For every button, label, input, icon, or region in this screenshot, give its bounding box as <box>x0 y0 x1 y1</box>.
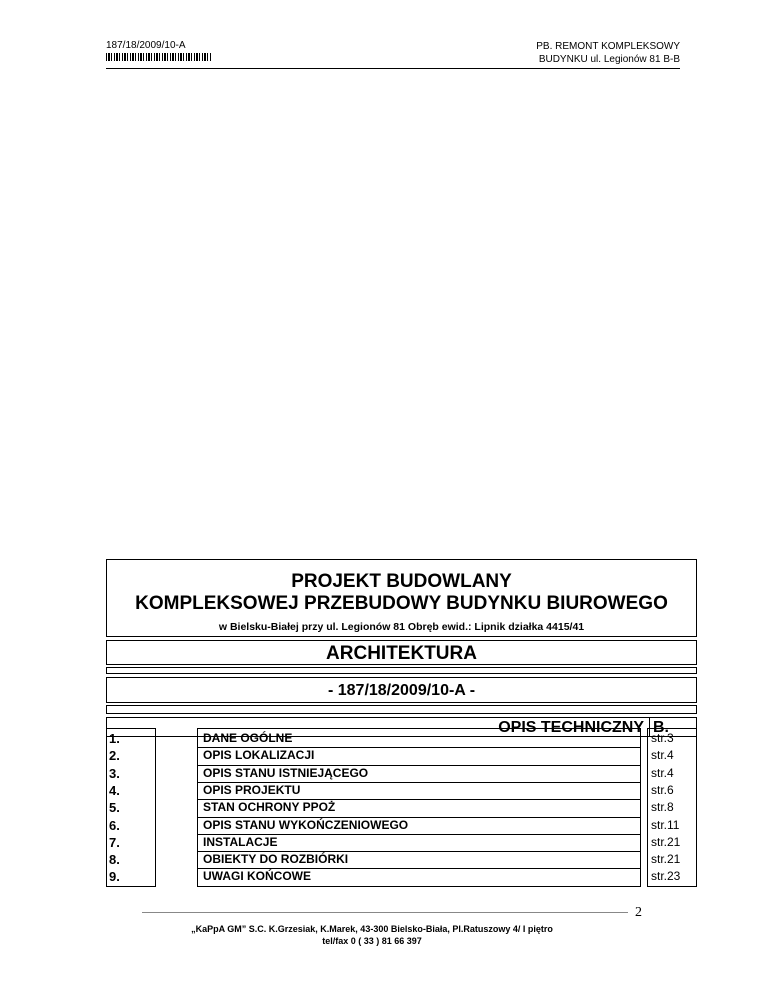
project-header-line1: PB. REMONT KOMPLEKSOWY <box>536 41 680 52</box>
toc-number: 3. <box>109 765 120 781</box>
toc-page: str.6 <box>651 782 674 797</box>
table-row <box>106 817 697 834</box>
toc-number: 8. <box>109 852 120 868</box>
toc-page: str.11 <box>651 817 680 832</box>
table-row <box>106 834 697 851</box>
toc-number: 5. <box>109 800 120 816</box>
toc-page: str.3 <box>651 731 674 745</box>
toc-number: 4. <box>109 782 120 798</box>
project-header-line2: BUDYNKU ul. Legionów 81 B-B <box>538 54 680 65</box>
title-box <box>106 559 697 637</box>
row-divider <box>197 868 641 869</box>
toc-page: str.4 <box>651 765 674 780</box>
title-line2: KOMPLEKSOWEJ PRZEBUDOWY BUDYNKU BIUROWEGO <box>135 593 668 614</box>
row-divider <box>197 782 641 783</box>
table-row <box>106 868 697 885</box>
table-row <box>106 730 697 747</box>
title-location: w Bielsku-Białej przy ul. Legionów 81 Obręb ewid.: Lipnik działka 4415/41 <box>218 621 585 633</box>
toc-number: 9. <box>109 869 120 885</box>
table-row <box>106 747 697 764</box>
section-title: ARCHITEKTURA <box>106 640 697 665</box>
toc-number: 7. <box>109 834 120 850</box>
toc-page: str.23 <box>651 869 681 884</box>
spacer-row <box>106 667 697 674</box>
toc-page: str.21 <box>651 834 681 849</box>
toc-title: OPIS LOKALIZACJI <box>203 748 315 763</box>
toc-title: OBIEKTY DO ROZBIÓRKI <box>203 852 349 867</box>
toc-title: INSTALACJE <box>203 834 278 849</box>
toc-number: 2. <box>109 748 120 764</box>
barcode-image <box>106 53 212 61</box>
header-divider <box>106 68 680 69</box>
description-letter: B. <box>649 718 696 736</box>
footer-phone: tel/fax 0 ( 33 ) 81 66 397 <box>322 936 422 946</box>
row-divider <box>197 834 641 835</box>
toc-page: str.8 <box>651 800 674 815</box>
row-divider <box>197 765 641 766</box>
toc-title: OPIS STANU ISTNIEJĄCEGO <box>203 765 369 780</box>
row-divider <box>197 817 641 818</box>
toc-page: str.4 <box>651 748 674 763</box>
toc-number: 1. <box>109 731 120 746</box>
toc-number: 6. <box>109 817 120 833</box>
footer-company: „KaPpA GM” S.C. K.Grzesiak, K.Marek, 43-300 Bielsko-Biała, Pl.Ratuszowy 4/ I piętro <box>191 924 553 934</box>
table-of-contents <box>106 728 697 887</box>
toc-title: OPIS STANU WYKOŃCZENIOWEGO <box>203 817 409 832</box>
table-row <box>106 765 697 782</box>
table-row <box>106 782 697 799</box>
toc-page: str.21 <box>651 852 681 867</box>
toc-title: DANE OGÓLNE <box>203 731 293 745</box>
table-row <box>106 799 697 816</box>
project-code: - 187/18/2009/10-A - <box>106 677 697 703</box>
description-label: OPIS TECHNICZNY <box>498 719 644 736</box>
title-line1: PROJEKT BUDOWLANY <box>291 571 512 592</box>
toc-title: OPIS PROJEKTU <box>203 782 301 797</box>
page-number: 2 <box>635 905 642 920</box>
table-row <box>106 851 697 868</box>
row-divider <box>197 851 641 852</box>
toc-title: UWAGI KOŃCOWE <box>203 869 311 884</box>
spacer-row <box>106 705 697 714</box>
footer-divider <box>142 912 628 913</box>
project-header <box>536 40 680 66</box>
document-code: 187/18/2009/10-A <box>106 40 186 51</box>
toc-title: STAN OCHRONY PPOŻ <box>203 800 336 815</box>
row-divider <box>197 747 641 748</box>
row-divider <box>197 799 641 800</box>
